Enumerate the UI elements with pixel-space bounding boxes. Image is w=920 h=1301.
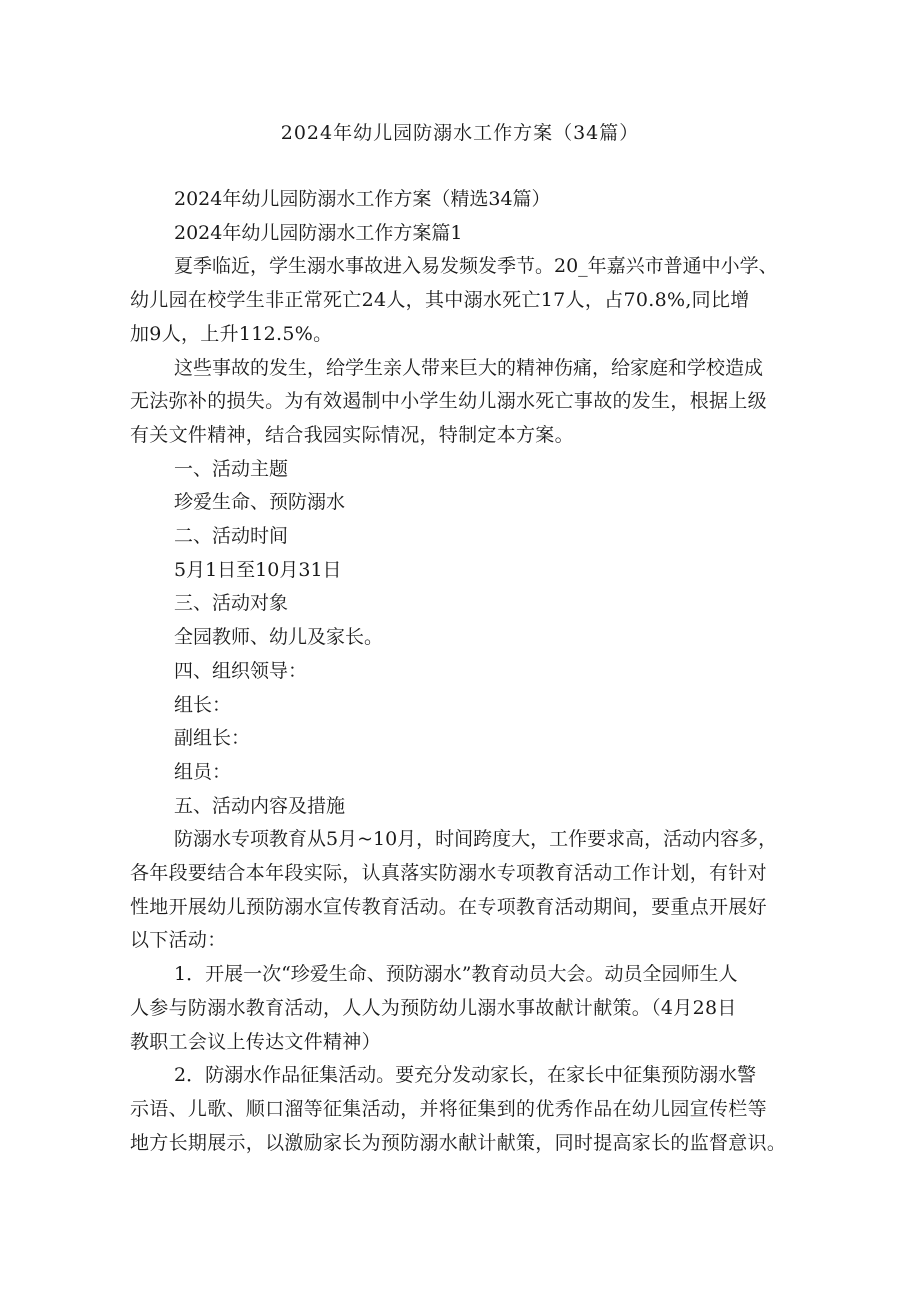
text-line: 组长： xyxy=(174,693,232,716)
text-line: 三、活动对象 xyxy=(174,592,289,615)
text-line: 五、活动内容及措施 xyxy=(174,794,346,817)
text-line: 夏季临近，学生溺水事故进入易发频发季节。20_年嘉兴市普通中小学、 xyxy=(174,255,778,278)
text-line: 二、活动时间 xyxy=(174,525,289,548)
text-line: 全园教师、幼儿及家长。 xyxy=(174,626,384,649)
text-line: 2．防溺水作品征集活动。要充分发动家长，在家长中征集预防溺水警 xyxy=(174,1064,757,1087)
document-body xyxy=(130,183,802,1160)
text-line: 组员： xyxy=(174,760,232,783)
text-line: 四、组织领导： xyxy=(174,659,308,682)
text-line: 人参与防溺水教育活动，人人为预防幼儿溺水事故献计献策。（4月28日 xyxy=(130,996,737,1019)
text-line: 有关文件精神，结合我园实际情况，特制定本方案。 xyxy=(130,423,574,446)
text-line: 这些事故的发生，给学生亲人带来巨大的精神伤痛，给家庭和学校造成 xyxy=(174,356,764,379)
text-line: 地方长期展示，以激励家长为预防溺水献计献策，同时提高家长的监督意识。 xyxy=(130,1131,787,1154)
text-line: 珍爱生命、预防溺水 xyxy=(174,491,346,514)
text-line: 幼儿园在校学生非正常死亡24人，其中溺水死亡17人，占70.8%,同比增 xyxy=(130,289,750,312)
text-line: 防溺水专项教育从5月~10月，时间跨度大，工作要求高，活动内容多， xyxy=(174,828,778,851)
text-line: 教职工会议上传达文件精神） xyxy=(130,1030,381,1053)
document-title: 2024年幼儿园防溺水工作方案（34篇） xyxy=(280,122,640,144)
text-line: 副组长： xyxy=(174,727,251,750)
text-line: 一、活动主题 xyxy=(174,457,289,480)
text-line: 各年段要结合本年段实际，认真落实防溺水专项教育活动工作计划，有针对 xyxy=(130,862,767,885)
text-line: 性地开展幼儿预防溺水宣传教育活动。在专项教育活动期间，要重点开展好 xyxy=(130,895,767,918)
text-line: 2024年幼儿园防溺水工作方案篇1 xyxy=(174,221,463,244)
text-line: 加9人，上升112.5%。 xyxy=(130,322,333,345)
text-line: 5月1日至10月31日 xyxy=(174,558,342,581)
text-line: 无法弥补的损失。为有效遏制中小学生幼儿溺水死亡事故的发生，根据上级 xyxy=(130,390,767,413)
text-line: 2024年幼儿园防溺水工作方案（精选34篇） xyxy=(174,188,551,210)
text-line: 1．开展一次“珍爱生命、预防溺水”教育动员大会。动员全园师生人 xyxy=(174,963,738,986)
text-line: 以下活动： xyxy=(130,929,227,952)
text-line: 示语、儿歌、顺口溜等征集活动，并将征集到的优秀作品在幼儿园宣传栏等 xyxy=(130,1097,767,1120)
